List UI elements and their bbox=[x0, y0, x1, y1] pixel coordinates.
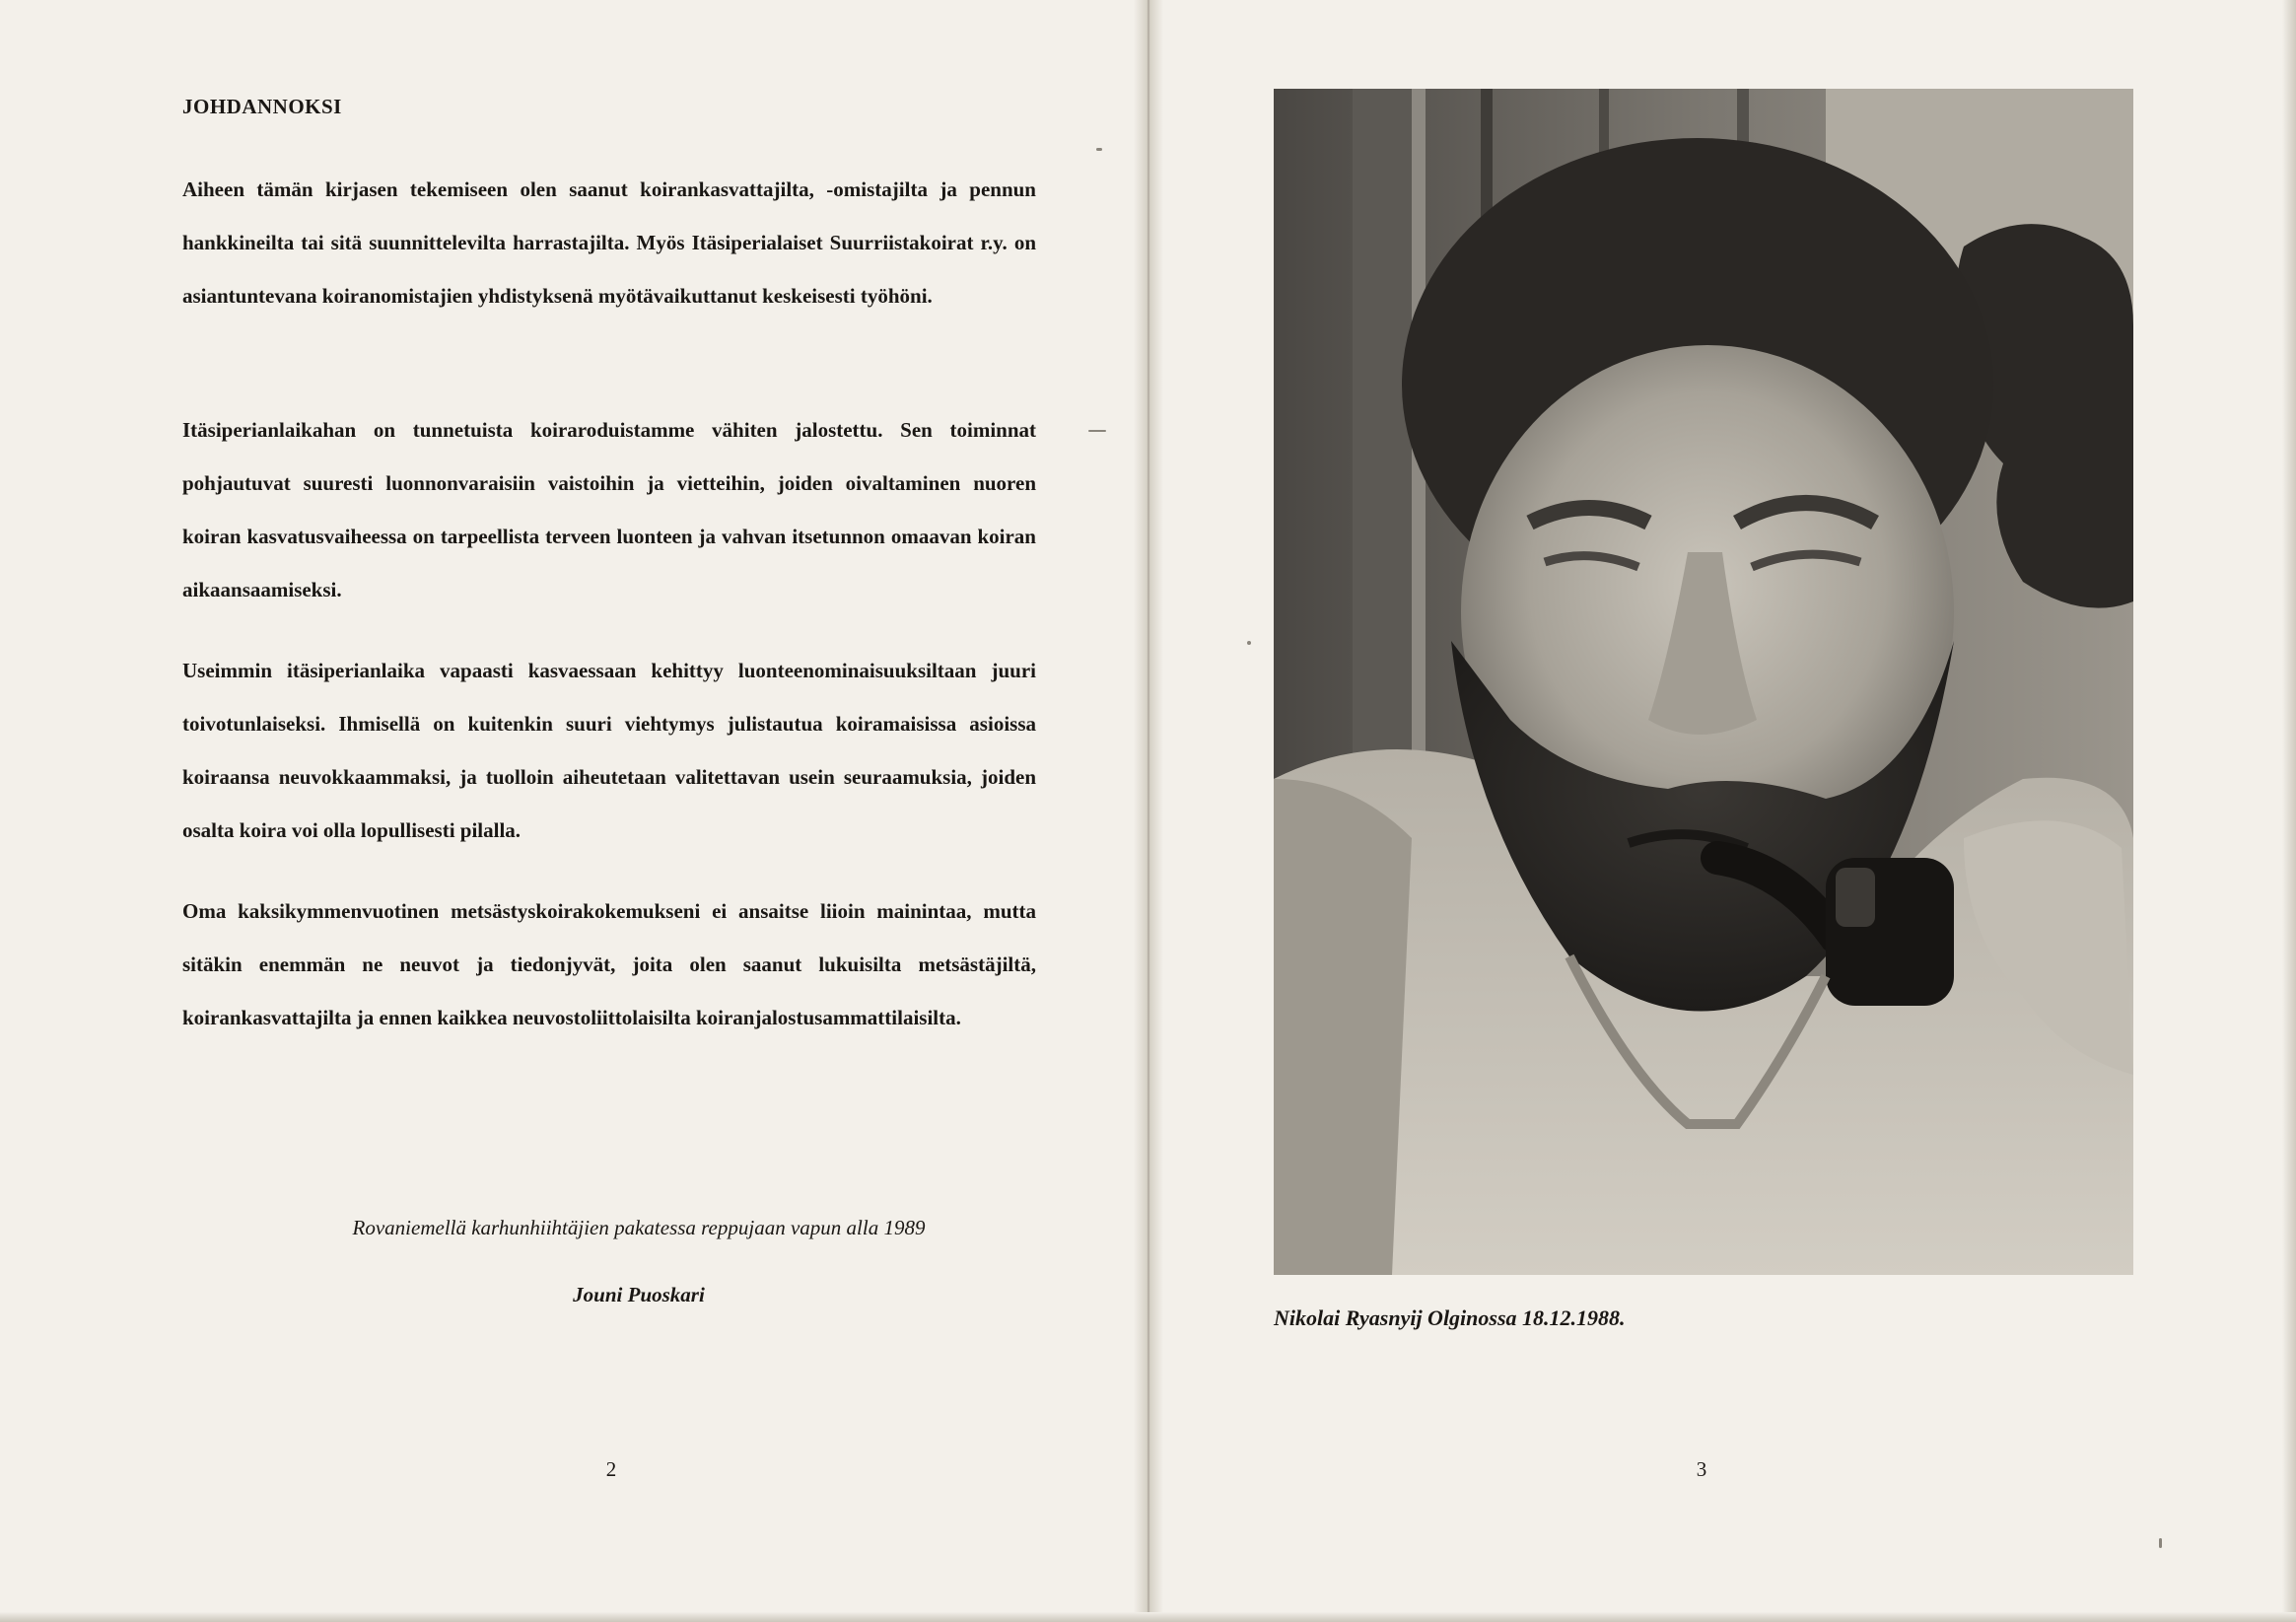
paragraph-3: Useimmin itäsiperianlaika vapaasti kasvaessaan kehittyy luonteenominaisuuksiltaan juuri toivotunlaiseksi. Ihmisellä on kuitenkin suuri viehtymys julistautua koiramaisissa asioissa koiraansa neuvokkaammaksi, ja tuolloin aiheutetaan valitettavan usein seuraamuksia, joiden osalta koira voi olla lopullisesti pilalla. bbox=[182, 659, 1036, 842]
photo-caption: Nikolai Ryasnyij Olginossa 18.12.1988. bbox=[1274, 1305, 1626, 1330]
page-edge-bottom bbox=[0, 1612, 2296, 1622]
book-gutter bbox=[1134, 0, 1163, 1622]
author-name: Jouni Puoskari bbox=[573, 1283, 705, 1306]
portrait-illustration bbox=[1274, 89, 2133, 1275]
left-page bbox=[0, 0, 1146, 1622]
paper-speck bbox=[2159, 1538, 2162, 1548]
paper-speck bbox=[1088, 430, 1106, 432]
paragraph-1: Aiheen tämän kirjasen tekemiseen olen saanut koirankasvattajilta, -omistajilta ja pennun hankkineilta tai sitä suunnittelevilta harrastajilta. Myös Itäsiperialaiset Suurriistakoirat r.y. on asiantuntevana koiranomistajien yhdistyksenä myötävaikuttanut keskeisesti työhöni. bbox=[182, 177, 1036, 308]
page-number-right: 3 bbox=[1696, 1457, 1707, 1481]
paragraph-4: Oma kaksikymmenvuotinen metsästyskoirakokemukseni ei ansaitse liioin mainintaa, mutta sitäkin enemmän ne neuvot ja tiedonjyvät, joita olen saanut lukuisilta metsästäjiltä, koirankasvattajilta ja ennen kaikkea neuvostoliittolaisilta koiranjalostusammattilaisilta. bbox=[182, 899, 1036, 1029]
paper-speck bbox=[1247, 641, 1251, 645]
page-number-left: 2 bbox=[605, 1457, 617, 1481]
page-heading: JOHDANNOKSI bbox=[182, 95, 342, 118]
portrait-photo bbox=[1274, 89, 2133, 1275]
paper-speck bbox=[1096, 148, 1102, 151]
page-edge-right bbox=[2282, 0, 2296, 1622]
paragraph-2: Itäsiperianlaikahan on tunnetuista koiraroduistamme vähiten jalostettu. Sen toiminnat pohjautuvat suuresti luonnonvaraisiin vaistoihin ja vietteihin, joiden oivaltaminen nuoren koiran kasvatusvaiheessa on tarpeellista terveen luonteen ja vahvan itsetunnon omaavan koiran aikaansaamiseksi. bbox=[182, 418, 1036, 601]
place-date-line: Rovaniemellä karhunhiihtäjien pakatessa reppujaan vapun alla 1989 bbox=[352, 1216, 926, 1239]
